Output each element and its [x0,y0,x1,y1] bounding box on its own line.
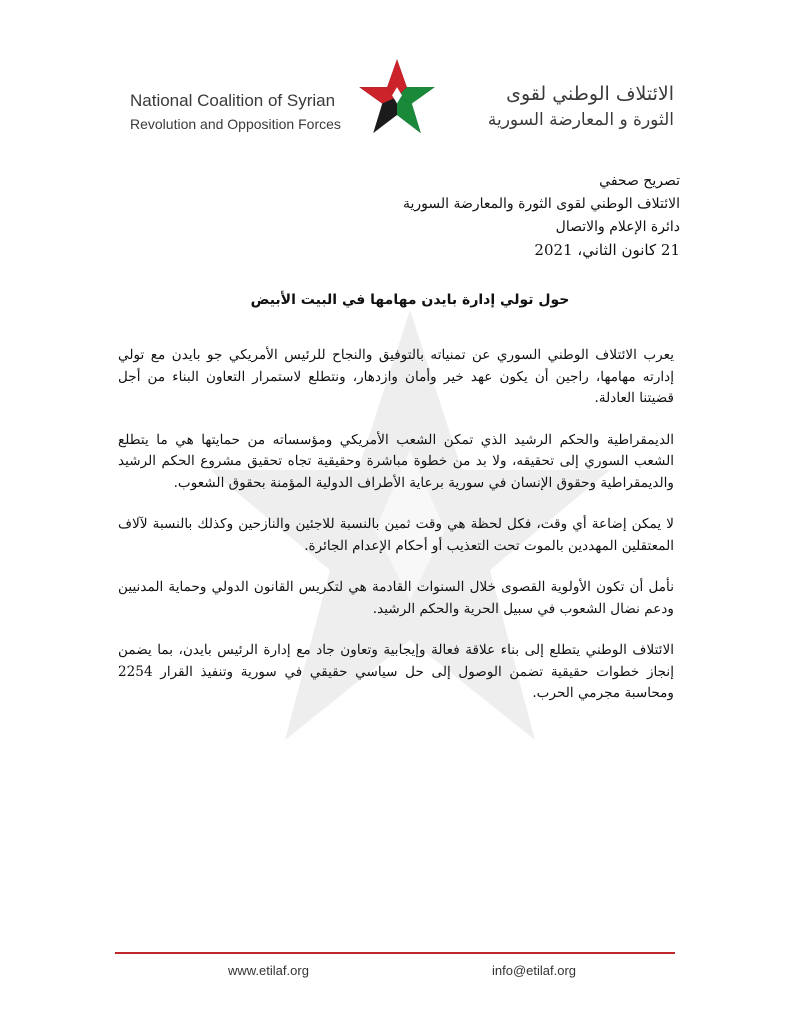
org-name-arabic-line2: الثورة و المعارضة السورية [487,110,674,130]
statement-body [118,345,674,725]
org-name-english-line2: Revolution and Opposition Forces [130,116,341,132]
statement-meta [280,170,680,262]
paragraph-1: يعرب الائتلاف الوطني السوري عن تمنياته بالتوفيق والنجاح للرئيس الأمريكي جو بايدن مع تولي إدارته مهامها، راجين أن يكون عهد خير وأمان وازدهار، ونتطلع لاستمرار التعاون البناء من أجل قضيتنا العادلة. [118,347,674,406]
statement-date: 21 كانون الثاني، 2021 [534,241,680,259]
statement-title: حول تولي إدارة بايدن مهامها في البيت الأبيض [250,292,570,308]
paragraph-4: نأمل أن تكون الأولوية القصوى خلال السنوات القادمة هي لتكريس القانون الدولي وحماية المدنيين ودعم نضال الشعوب في سبيل الحرية والحكم الرشيد. [118,579,674,617]
org-name-arabic [444,80,674,132]
coalition-star-logo [356,56,438,138]
footer-divider [115,952,675,954]
statement-department: دائرة الإعلام والاتصال [555,219,680,235]
footer-website-link[interactable]: www.etilaf.org [228,963,309,978]
statement-type: تصريح صحفي [599,173,680,189]
paragraph-2: الديمقراطية والحكم الرشيد الذي تمكن الشعب الأمريكي ومؤسساته من حمايتها هي ما يتطلع الشعب السوري إلى تحقيقه، ولا بد من خطوة مباشرة وحقيقية تجاه تحقيق مشروع الحكم الرشيد والديمقراطية وحقوق الإنسان في سورية برعاية الأطراف الدولية المؤمنة بحقوق الشعوب. [118,431,674,491]
org-name-english-line1: National Coalition of Syrian [130,91,336,110]
letterhead [0,0,792,150]
org-name-arabic-line1: الائتلاف الوطني لقوى [506,83,674,105]
statement-issuer: الائتلاف الوطني لقوى الثورة والمعارضة السورية [402,196,680,212]
paragraph-5: الائتلاف الوطني يتطلع إلى بناء علاقة فعالة وإيجابية وتعاون جاد مع إدارة الرئيس بايدن، بما يضمن إنجاز خطوات حقيقية تضمن الوصول إلى حل سياسي حقيقي في سورية وتنفيذ القرار 2254 ومحاسبة مجرمي الحرب. [118,642,674,701]
org-name-english [130,90,360,136]
paragraph-3: لا يمكن إضاعة أي وقت، فكل لحظة هي وقت ثمين بالنسبة للاجئين والنازحين وكذلك بالنسبة لآلاف المعتقلين المهددين بالموت تحت التعذيب أو أحكام الإعدام الجائرة. [118,516,674,554]
footer-email-link[interactable]: info@etilaf.org [492,963,577,978]
